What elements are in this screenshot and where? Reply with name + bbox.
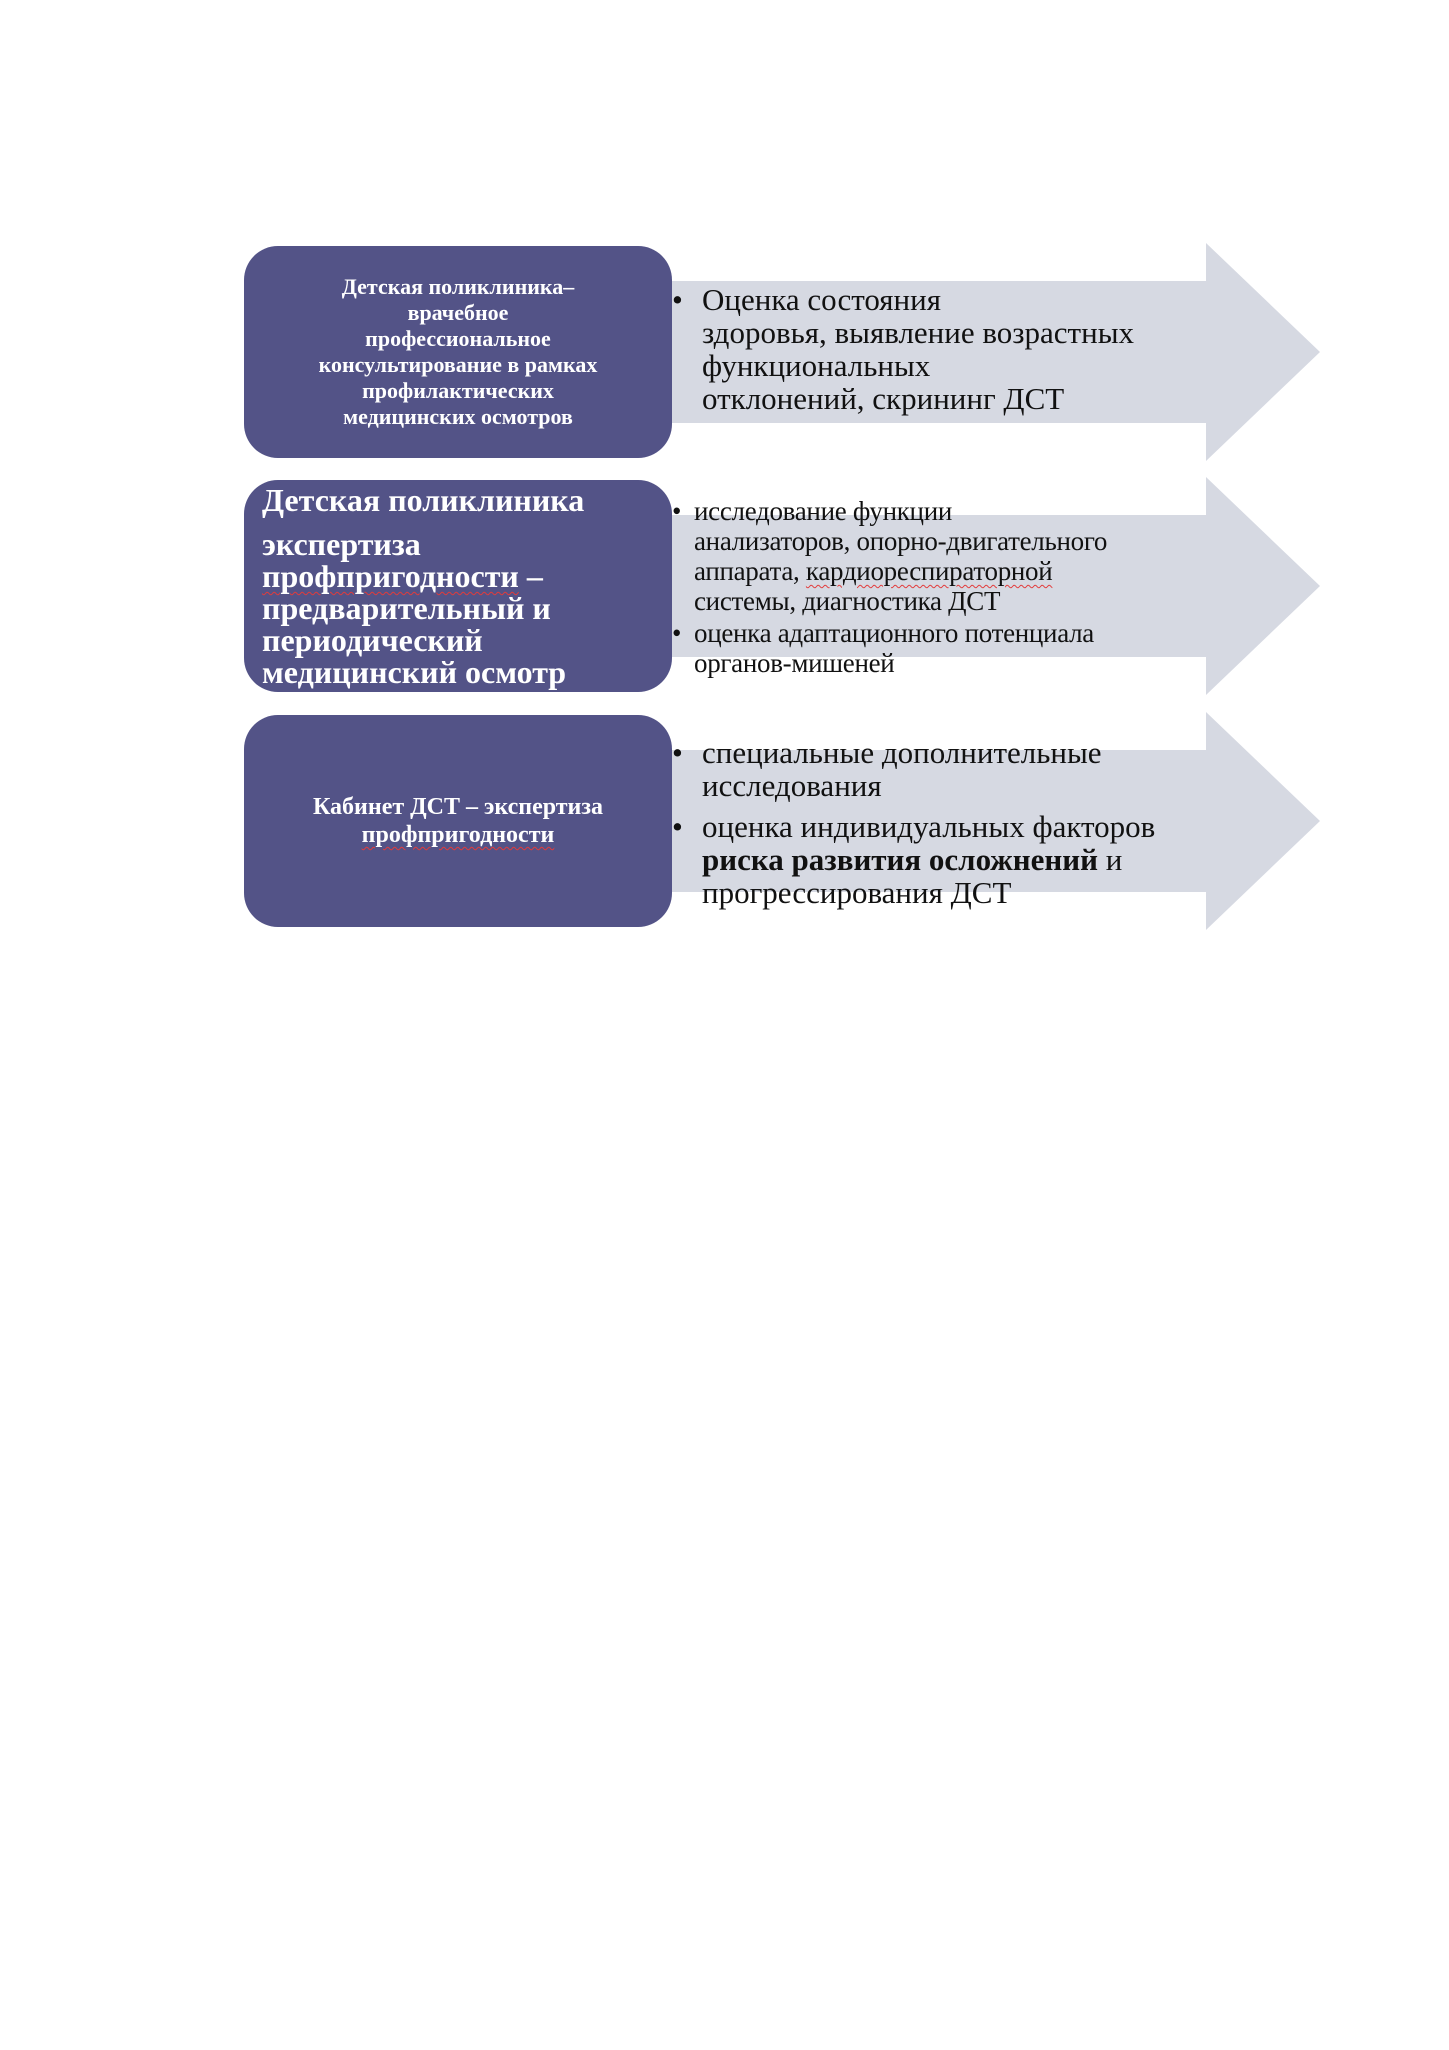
row-2-box-text-part2: – предварительный и периодический медицинский осмотр [262,558,567,690]
row-2-bullet-1-part2: системы, диагностика ДСТ [694,586,1001,616]
row-3-bullet-1 [672,736,1155,802]
row-3-box-text-part1: Кабинет ДСТ – экспертиза [312,794,604,820]
bullet-dot: • [672,618,682,648]
row-2-box-text-spellchecked: профпригодности [262,558,519,594]
row-2-bullet-list [672,496,1107,678]
row-2-bullet-1-spellchecked: кардиореспираторной [805,556,1053,586]
bullet-dot: • [672,496,682,526]
row-3-bullet-list [672,736,1155,909]
row-2-box-text [262,528,566,688]
bullet-dot: • [672,282,683,317]
row-2-box [244,480,672,692]
row-1-box [244,246,672,458]
row-3-box-text [313,793,603,849]
row-2-bullet-1-part1: исследование функции анализаторов, опорно-двигательного аппарата, [694,496,1108,586]
row-3-bullet-2 [672,810,1155,909]
row-2-box-text-part1: экспертиза [262,526,421,562]
row-2-bullet-2-text: оценка адаптационного потенциала органов-мишеней [694,618,1094,678]
row-1-box-text: Детская поликлиника– врачебное профессиональное консультирование в рамках профилактических медицинских осмотров [318,274,598,429]
bullet-dot: • [672,735,683,770]
row-3-bullet-2-bold: риска развития осложнений [702,842,1098,877]
row-2-bullet-2 [672,618,1107,678]
row-3-bullet-2-part1: оценка индивидуальных факторов [702,809,1156,844]
row-1-bullet-1-text: Оценка состояния здоровья, выявление возрастных функциональных отклонений, скрининг ДСТ [702,282,1135,416]
row-3-bullet-1-text: специальные дополнительные исследования [702,735,1102,803]
row-2-box-title: Детская поликлиника [262,482,585,518]
row-3-box-text-spellchecked: профпригодности [361,822,555,848]
row-2-bullet-1 [672,496,1107,616]
bullet-dot: • [672,809,683,844]
row-1-bullet-1 [672,283,1134,415]
row-1-bullet-list [672,283,1134,415]
row-3-bullet-2-part2: и прогрессирования ДСТ [702,842,1123,910]
row-3-box [244,715,672,927]
